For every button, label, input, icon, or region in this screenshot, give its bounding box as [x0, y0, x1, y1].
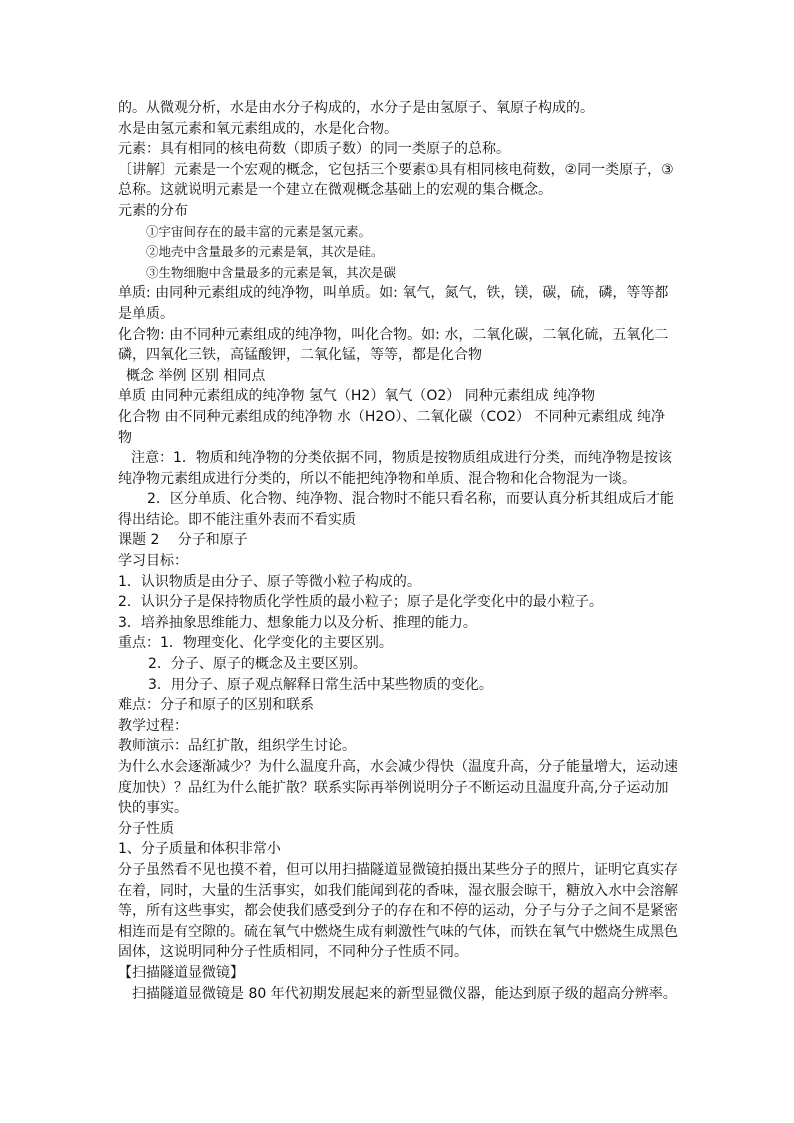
section-heading: 元素的分布 — [118, 202, 188, 219]
text-line: 为什么水会逐渐减少？为什么温度升高，水会减少得快（温度升高，分子能量增大，运动速 — [118, 759, 678, 775]
text-line: 固体，这说明同种分子性质相同，不同种分子性质不同。 — [118, 944, 468, 961]
section-heading: 1、分子质量和体积非常小 — [118, 841, 281, 858]
text-line: 教师演示：品红扩散，组织学生讨论。 — [118, 738, 356, 755]
text-line: 是单质。 — [118, 305, 174, 322]
list-item: 重点：1．物理变化、化学变化的主要区别。 — [118, 635, 393, 652]
text-line: 磷，四氧化三铁，高锰酸钾，二氧化锰，等等，都是化合物 — [118, 347, 482, 364]
note-line: 2．区分单质、化合物、纯净物、混合物时不能只看名称，而要认真分析其组成后才能 — [147, 491, 674, 508]
text-line: 总称。这就说明元素是一个建立在微观概念基础上的宏观的集合概念。 — [118, 182, 552, 199]
list-item: 3．用分子、原子观点解释日常生活中某些物质的变化。 — [148, 676, 493, 693]
section-heading: 【扫描隧道显微镜】 — [118, 964, 244, 981]
document-page — [118, 98, 678, 1004]
table-row-line: 化合物 由不同种元素组成的纯净物 水（H2O）、二氧化碳（CO2） 不同种元素组成 纯净 — [118, 408, 665, 425]
table-row-line: 物 — [118, 429, 132, 446]
text-line: 单质: 由同种元素组成的纯净物，叫单质。如: 氧气，氮气，铁，镁，碳，硫，磷，等等都 — [118, 285, 669, 302]
section-heading: 教学过程： — [118, 717, 188, 734]
list-item: ③生物细胞中含量最多的元素是氧，其次是碳 — [146, 264, 397, 280]
note-line: 注意：1．物质和纯净物的分类依据不同，物质是按物质组成进行分类，而纯净物是按该 — [131, 450, 672, 467]
note-line: 得出结论。即不能注重外表而不看实质 — [118, 511, 356, 528]
text-line: 在着，同时，大量的生活事实，如我们能闻到花的香味，湿衣服会晾干，糖放入水中会溶解 — [118, 882, 678, 899]
section-heading: 分子性质 — [118, 820, 174, 837]
text-line: 分子虽然看不见也摸不着，但可以用扫描隧道显微镜拍摄出某些分子的照片，证明它真实存 — [118, 861, 678, 878]
text-line: 水是由氢元素和氧元素组成的，水是化合物。 — [118, 120, 398, 137]
text-line: 快的事实。 — [118, 800, 188, 817]
text-line: 的。从微观分析，水是由水分子构成的，水分子是由氢原子、氧原子构成的。 — [118, 100, 594, 116]
text-line: 相连而是有空隙的。硫在氧气中燃烧生成有刺激性气味的气体，而铁在氧气中燃烧生成黑色 — [118, 923, 678, 940]
list-item: 1．认识物质是由分子、原子等微小粒子构成的。 — [118, 573, 421, 590]
table-header-line: 概念 举例 区别 相同点 — [126, 367, 266, 384]
list-item: 2．分子、原子的概念及主要区别。 — [148, 656, 367, 673]
list-item: ②地壳中含量最多的元素是氧，其次是硅。 — [146, 244, 384, 260]
text-line: 等，所有这些事实，都会使我们感受到分子的存在和不停的运动，分子与分子之间不是紧密 — [118, 903, 678, 920]
text-line: 扫描隧道显微镜是 80 年代初期发展起来的新型显微仪器，能达到原子级的超高分辨率。 — [132, 985, 677, 1002]
list-item: ①宇宙间存在的最丰富的元素是氢元素。 — [146, 223, 372, 239]
text-line: 度加快）？品红为什么能扩散？联系实际再举例说明分子不断运动且温度升高,分子运动加 — [118, 779, 669, 796]
text-line: 〔讲解〕元素是一个宏观的概念，它包括三个要素①具有相同核电荷数，②同一类原子，③ — [118, 161, 674, 178]
table-row-line: 单质 由同种元素组成的纯净物 氢气（H2）氧气（O2） 同种元素组成 纯净物 — [118, 388, 596, 405]
section-heading: 学习目标： — [118, 553, 188, 570]
text-line: 难点：分子和原子的区别和联系 — [118, 697, 314, 714]
lesson-title: 课题 2 分子和原子 — [118, 532, 248, 549]
text-line: 元素：具有相同的核电荷数（即质子数）的同一类原子的总称。 — [118, 141, 510, 158]
list-item: 2．认识分子是保持物质化学性质的最小粒子；原子是化学变化中的最小粒子。 — [118, 594, 603, 611]
text-line: 化合物: 由不同种元素组成的纯净物，叫化合物。如: 水，二氧化碳，二氧化硫，五氧化二 — [118, 326, 669, 343]
note-line: 纯净物元素组成进行分类的，所以不能把纯净物和单质、混合物和化合物混为一谈。 — [118, 470, 636, 487]
list-item: 3．培养抽象思维能力、想象能力以及分析、推理的能力。 — [118, 614, 477, 631]
